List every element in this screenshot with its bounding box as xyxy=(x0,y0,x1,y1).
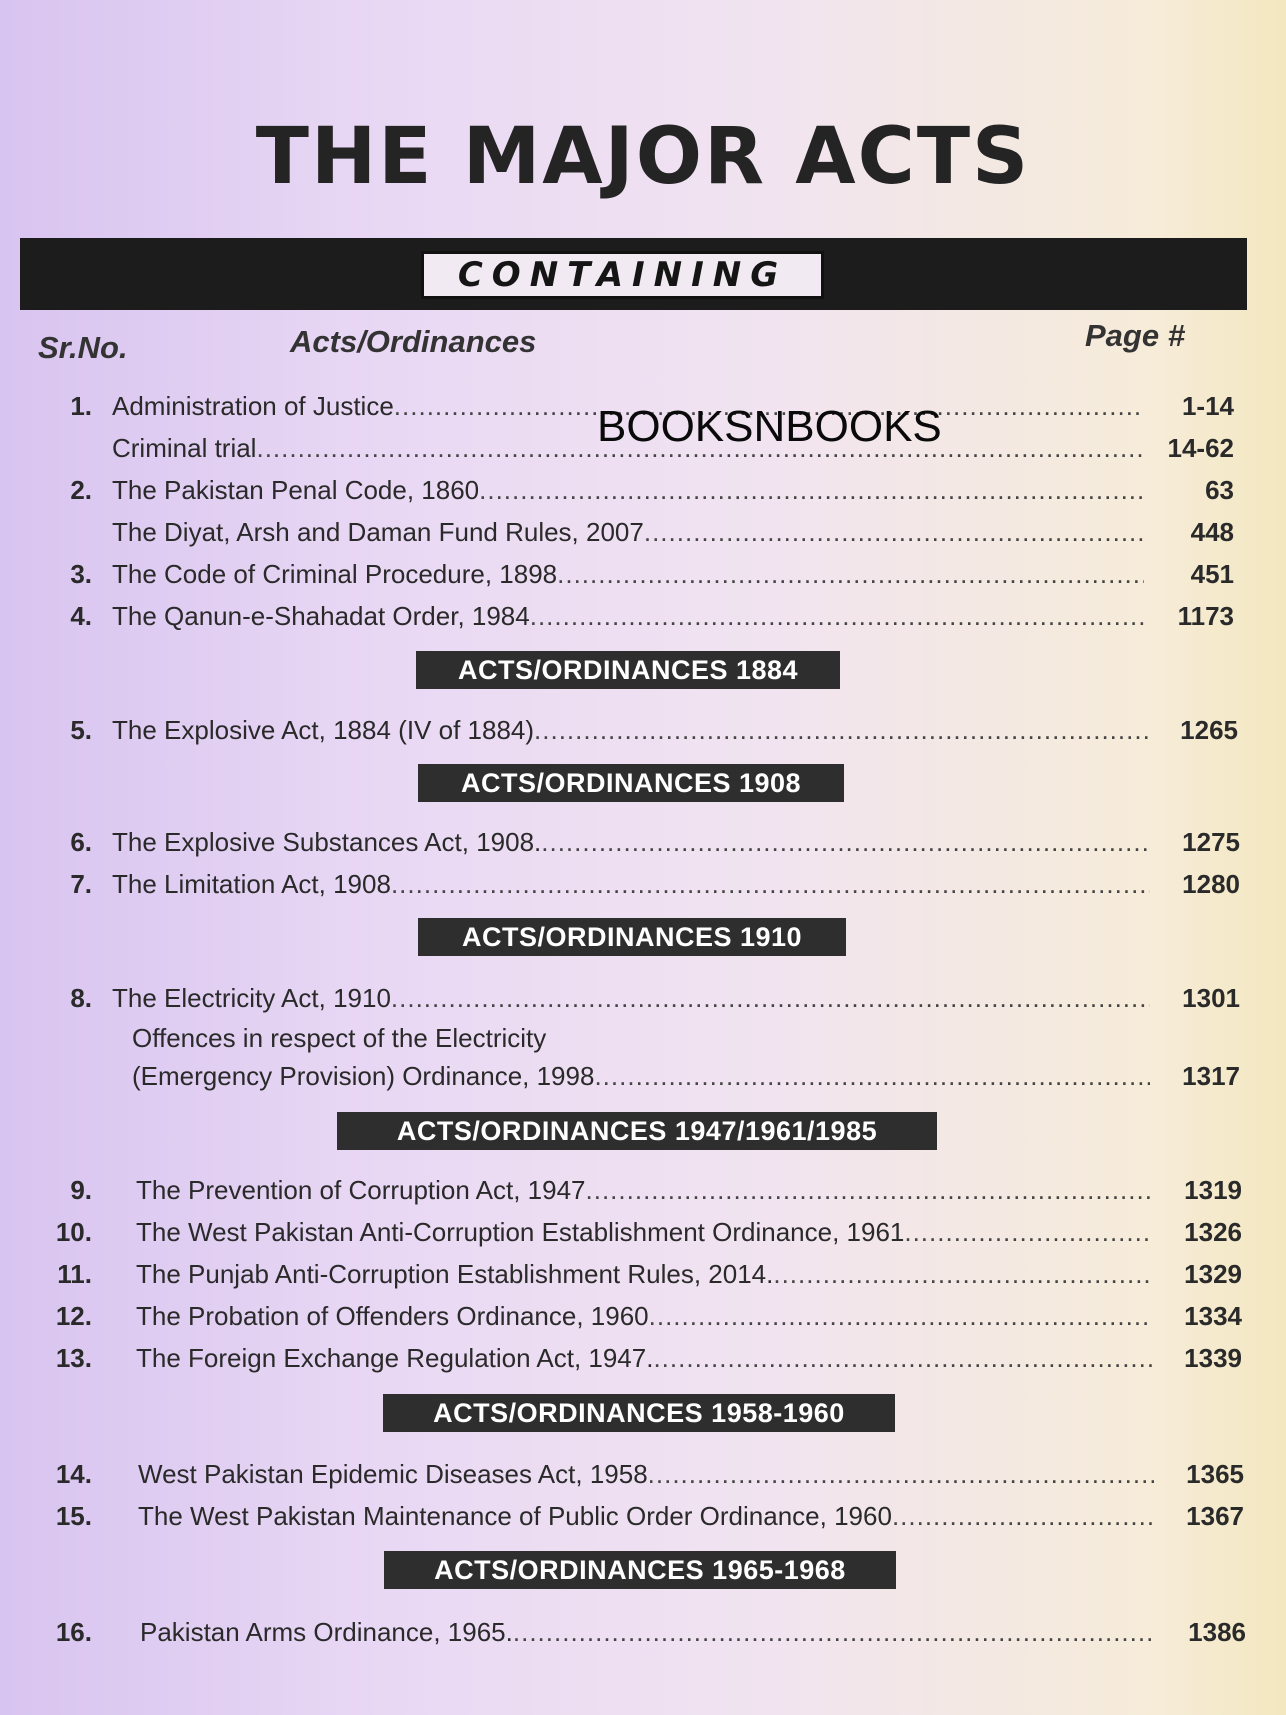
row-number: 5. xyxy=(70,715,92,745)
row-page: 1301 xyxy=(1182,983,1240,1013)
section-heading-1908: ACTS/ORDINANCES 1908 xyxy=(418,764,844,802)
toc-row xyxy=(0,824,1240,860)
toc-row xyxy=(0,1172,1242,1208)
row-number: 3. xyxy=(70,559,92,589)
section-heading-1884: ACTS/ORDINANCES 1884 xyxy=(416,651,840,689)
page-header: Page # xyxy=(1085,318,1185,353)
toc-row xyxy=(0,1214,1242,1250)
toc-row xyxy=(0,1058,1240,1094)
row-page: 1367 xyxy=(1186,1501,1244,1531)
section-heading-1947-1961-1985: ACTS/ORDINANCES 1947/1961/1985 xyxy=(337,1112,937,1150)
row-page: 1386 xyxy=(1188,1617,1246,1647)
section-heading-1910: ACTS/ORDINANCES 1910 xyxy=(418,918,846,956)
row-page: 1329 xyxy=(1184,1259,1242,1289)
row-number: 15. xyxy=(55,1501,92,1531)
row-page: 1326 xyxy=(1184,1217,1242,1247)
row-number: 16. xyxy=(55,1617,92,1647)
section-heading-1965-1968: ACTS/ORDINANCES 1965-1968 xyxy=(384,1551,896,1589)
row-number: 10. xyxy=(55,1217,92,1247)
row-page: 1339 xyxy=(1184,1343,1242,1373)
row-title: The Explosive Substances Act, 1908. ..... xyxy=(112,824,1150,860)
row-title: The Punjab Anti-Corruption Establishment Rules, 2014. ..... xyxy=(136,1256,1152,1292)
row-page: 1365 xyxy=(1186,1459,1244,1489)
row-page: 1280 xyxy=(1182,869,1240,899)
toc-row xyxy=(0,1498,1244,1534)
toc-row xyxy=(0,980,1240,1016)
row-page: 14-62 xyxy=(1167,433,1234,463)
row-title: The Pakistan Penal Code, 1860 ..... xyxy=(112,472,1144,508)
toc-row xyxy=(0,1340,1242,1376)
toc-row xyxy=(0,598,1234,634)
row-page: 1-14 xyxy=(1181,391,1234,421)
toc-row xyxy=(0,1614,1246,1650)
toc-row xyxy=(0,556,1234,592)
row-number: 14. xyxy=(55,1459,92,1489)
row-page: 451 xyxy=(1190,559,1234,589)
row-title: The Diyat, Arsh and Daman Fund Rules, 2007 ..... xyxy=(112,514,1144,550)
row-page: 63 xyxy=(1205,475,1234,505)
row-title-continuation: Offences in respect of the Electricity xyxy=(132,1023,547,1053)
row-number: 2. xyxy=(70,475,92,505)
row-page: 1275 xyxy=(1182,827,1240,857)
toc-row xyxy=(0,1456,1244,1492)
row-title: (Emergency Provision) Ordinance, 1998 ..... xyxy=(132,1058,1150,1094)
toc-row xyxy=(0,514,1234,550)
row-title: Criminal trial ..... xyxy=(112,430,1144,466)
containing-label: CONTAINING xyxy=(421,251,824,299)
row-title: The Prevention of Corruption Act, 1947 ..... xyxy=(136,1172,1152,1208)
row-number: 11. xyxy=(57,1259,92,1289)
row-number: 4. xyxy=(70,601,92,631)
toc-row xyxy=(0,472,1234,508)
row-number: 9. xyxy=(70,1175,92,1205)
row-number: 1. xyxy=(70,391,92,421)
srno-header: Sr.No. xyxy=(38,330,128,365)
row-title: The Limitation Act, 1908 ..... xyxy=(112,866,1150,902)
acts-header: Acts/Ordinances xyxy=(290,324,537,359)
row-page: 1317 xyxy=(1182,1061,1240,1091)
row-number: 12. xyxy=(55,1301,92,1331)
row-title: Pakistan Arms Ordinance, 1965. ..... xyxy=(140,1614,1156,1650)
toc-row xyxy=(0,712,1238,748)
row-title: The West Pakistan Anti-Corruption Establishment Ordinance, 1961 ..... xyxy=(136,1214,1152,1250)
section-heading-1958-1960: ACTS/ORDINANCES 1958-1960 xyxy=(383,1394,895,1432)
row-page: 1319 xyxy=(1184,1175,1242,1205)
row-title: Administration of Justice ..... xyxy=(112,388,1144,424)
row-number: 7. xyxy=(70,869,92,899)
row-page: 1334 xyxy=(1184,1301,1242,1331)
row-number: 6. xyxy=(70,827,92,857)
row-title: The Probation of Offenders Ordinance, 1960 ..... xyxy=(136,1298,1152,1334)
row-title: The Foreign Exchange Regulation Act, 1947. ..... xyxy=(136,1340,1152,1376)
toc-row xyxy=(0,866,1240,902)
row-title: The Code of Criminal Procedure, 1898 ..... xyxy=(112,556,1144,592)
row-number: 13. xyxy=(55,1343,92,1373)
row-page: 1265 xyxy=(1180,715,1238,745)
watermark-text: BOOKSNBOOKS xyxy=(597,402,942,451)
row-title: West Pakistan Epidemic Diseases Act, 1958 ..... xyxy=(138,1456,1154,1492)
row-page: 1173 xyxy=(1177,601,1234,631)
row-number: 8. xyxy=(70,983,92,1013)
row-title: The Explosive Act, 1884 (IV of 1884) ..... xyxy=(112,712,1148,748)
row-title: The West Pakistan Maintenance of Public Order Ordinance, 1960 ..... xyxy=(138,1498,1154,1534)
row-title: The Qanun-e-Shahadat Order, 1984 ..... xyxy=(112,598,1144,634)
toc-row xyxy=(0,1298,1242,1334)
row-page: 448 xyxy=(1190,517,1234,547)
page-title: THE MAJOR ACTS xyxy=(255,112,1031,202)
row-title: The Electricity Act, 1910 ..... xyxy=(112,980,1150,1016)
toc-row xyxy=(0,1256,1242,1292)
